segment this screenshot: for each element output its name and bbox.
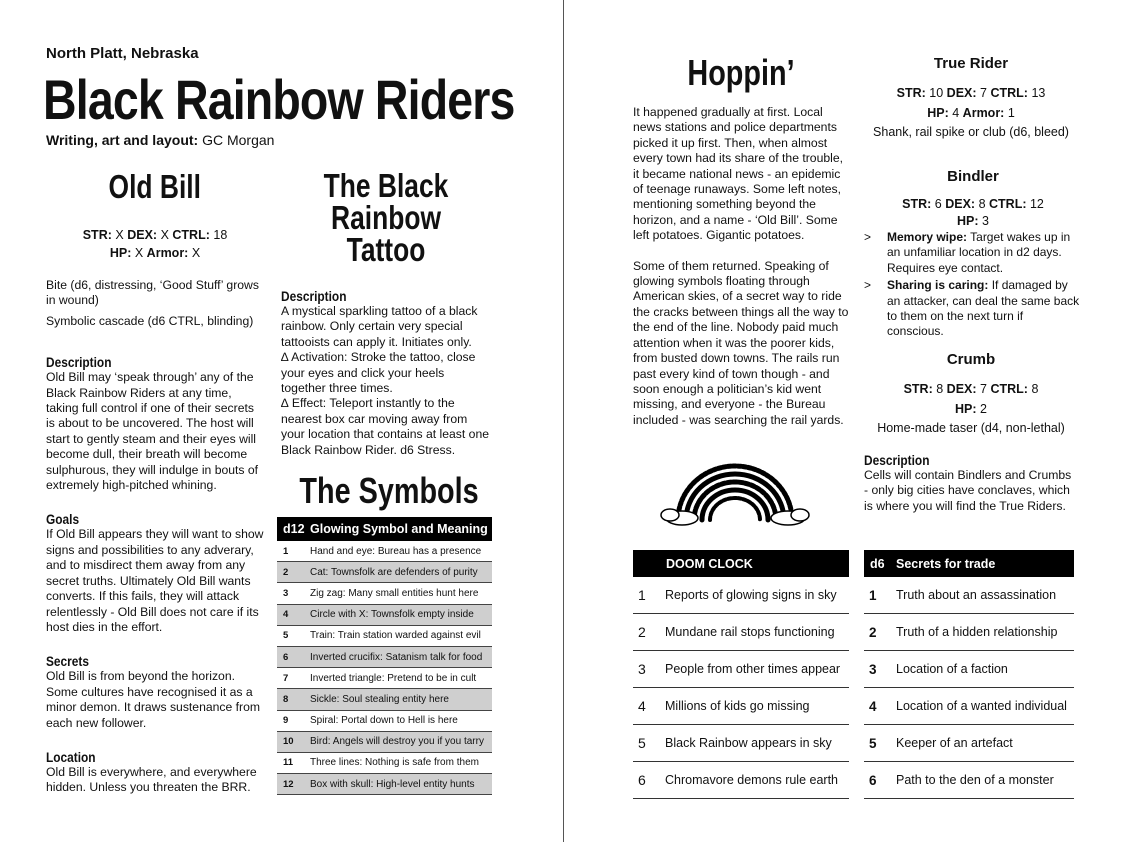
table-row [277,753,492,774]
ctrl-value: 12 [1029,197,1044,211]
row-text: Hand and eye: Bureau has a presence [310,545,482,557]
str-label: STR: [82,228,112,242]
secrets-col-die: d6 [870,556,885,571]
str-value: X [115,228,124,242]
tattoo-activation: ∆ Activation: Stroke the tattoo, close your eyes and click your heels together three times. [281,350,476,396]
dex-value: X [160,228,169,242]
ctrl-label: CTRL: [990,86,1028,100]
table-row [277,711,492,732]
row-text: Truth about an assassination [896,588,1057,602]
secrets-table-header [864,550,1074,577]
row-text: Millions of kids go missing [665,699,810,713]
row-number: 2 [638,624,646,640]
doom-clock-header [633,550,849,577]
secrets-table-heading: Secrets for trade [896,556,996,571]
row-number: 12 [283,778,294,790]
dex-label: DEX: [945,197,976,211]
armor-value: 1 [1007,106,1015,120]
row-number: 3 [283,587,289,599]
credit-value: GC Morgan [202,132,275,148]
hp-label: HP: [955,402,977,416]
row-number: 5 [638,735,646,751]
row-text: Spiral: Portal down to Hell is here [310,715,458,727]
symbols-table-header [277,517,492,541]
str-value: 8 [936,382,944,396]
hoppin-paragraph-2: Some of them returned. Speaking of glowing symbols floating through American skies, of a secret way to ride the cracks between things all the way to the end of the line. Nobody paid much attention when it was the poorer kids, from busted down towns. The rails run past every kind of town though - and soon enough a politician’s kid went missing, and everyone - the Bureau included - was searching the rail yards. [633,258,849,427]
table-row [277,647,492,668]
bindler-ability-1 [864,230,1082,276]
table-row [277,605,492,626]
old-bill-section [46,165,264,796]
secrets-for-trade-table [864,550,1074,799]
symbols-col-die: d12 [283,522,305,536]
table-row [277,541,492,562]
symbols-col-meaning: Glowing Symbol and Meaning [310,522,488,536]
row-text: Train: Train station warded against evil [310,630,481,642]
tattoo-heading-line-2: Rainbow [331,199,441,236]
hp-value: 2 [980,402,987,416]
hp-value: 4 [952,106,960,120]
row-number: 2 [283,566,289,578]
row-text: Location of a wanted individual [896,699,1067,713]
row-number: 7 [283,672,289,684]
credit-line [46,132,274,148]
old-bill-location: Old Bill is everywhere, and everywhere hidden. Unless you threaten the BRR. [46,764,257,795]
dex-value: 7 [980,382,987,396]
row-text: Cat: Townsfolk are defenders of purity [310,566,478,578]
bindler-stats [864,196,1082,230]
row-text: Mundane rail stops functioning [665,625,835,639]
table-row [277,583,492,604]
old-bill-goals: If Old Bill appears they will want to show signs and possibilities to any adverary, and to misdirect them away from any secret truths. Ultimately Old Bill wants converts. If this fails, they will attack relentlessly - Old Bill does not care if its host dies in the effort. [46,527,264,634]
ability-description: If damaged by an attacker, can deal the same back to them on the next turn if conscious. [887,278,1080,339]
row-number: 1 [283,545,289,557]
crumb-stat-line-1 [864,379,1078,399]
old-bill-secrets: Old Bill is from beyond the horizon. Some cultures have recognised it as a minor demon. It draws sustenance from each new follower. [46,669,261,730]
row-number: 1 [869,587,877,603]
dex-label: DEX: [946,86,977,100]
row-text: Circle with X: Townsfolk empty inside [310,609,474,621]
table-row [633,725,849,762]
ability-label: Sharing is caring: [887,278,989,293]
doom-clock-heading: DOOM CLOCK [666,556,753,571]
dex-label: DEX: [127,228,158,242]
row-number: 3 [638,661,646,677]
bindler-stat-line-1 [864,196,1082,213]
armor-label: Armor: [146,246,189,260]
credit-label: Writing, art and layout: [46,132,199,148]
table-row [277,668,492,689]
row-number: 5 [283,630,289,642]
old-bill-location-heading: Location [46,748,96,765]
crumb-description-heading: Description [864,452,930,468]
tattoo-description: A mystical sparkling tattoo of a black rainbow. Only certain very special tattooists can apply it. Initiates only. [281,304,478,349]
table-row [277,626,492,647]
table-row [633,762,849,799]
location-subtitle: North Platt, Nebraska [46,45,199,62]
row-number: 4 [869,698,877,714]
tattoo-heading-line-1: The Black [323,167,449,204]
true-rider-heading: True Rider [933,55,1009,72]
row-number: 6 [283,651,289,663]
row-text: Bird: Angels will destroy you if you tarry [310,736,484,748]
ability-text [887,278,1082,340]
ctrl-label: CTRL: [990,382,1028,396]
row-text: Black Rainbow appears in sky [665,736,832,750]
row-number: 11 [283,757,294,769]
str-value: 10 [929,86,944,100]
crumb-heading: Crumb [946,351,996,368]
true-rider-attack: Shank, rail spike or club (d6, bleed) [873,125,1069,139]
crumb-stats [864,379,1078,419]
str-label: STR: [902,197,932,211]
row-number: 2 [869,624,877,640]
row-text: Path to the den of a monster [896,773,1054,787]
row-text: Three lines: Nothing is safe from them [310,757,479,769]
table-row [864,762,1074,799]
row-text: Reports of glowing signs in sky [665,588,837,602]
row-number: 4 [283,609,289,621]
old-bill-stats [46,226,264,262]
old-bill-heading: Old Bill [108,168,202,205]
ability-text [887,230,1082,276]
symbols-table [277,517,492,795]
doom-clock-table [633,550,849,799]
str-value: 6 [934,197,942,211]
row-number: 9 [283,715,289,727]
row-text: Location of a faction [896,662,1008,676]
tattoo-heading-wrap [281,167,491,270]
ctrl-value: 8 [1031,382,1039,396]
crumb-attack: Home-made taser (d4, non-lethal) [877,421,1065,435]
document-title: Black Rainbow Riders [43,68,515,131]
crumb-section [864,351,1078,514]
old-bill-secrets-heading: Secrets [46,653,90,670]
symbols-heading-wrap [277,470,492,512]
bindler-heading: Bindler [947,168,999,185]
old-bill-goals-heading: Goals [46,511,80,528]
tattoo-heading [302,167,470,268]
hoppin-heading-wrap [633,52,849,94]
str-label: STR: [903,382,933,396]
table-row [864,651,1074,688]
row-text: Box with skull: High-level entity hunts [310,778,475,790]
true-rider-stats [864,83,1078,123]
table-row [864,614,1074,651]
table-row [633,577,849,614]
page-spine [563,0,564,842]
crumb-description: Cells will contain Bindlers and Crumbs - only big cities have conclaves, which is where you will find the True Riders. [864,468,1072,513]
hoppin-heading: Hoppin’ [687,52,795,93]
table-row [864,688,1074,725]
dex-value: 8 [978,197,986,211]
table-row [633,614,849,651]
table-row [633,651,849,688]
true-rider-stat-line-1 [864,83,1078,103]
bullet-marker: > [864,230,872,244]
true-rider-stat-line-2 [864,103,1078,123]
hp-label: HP: [957,214,979,228]
row-text: Keeper of an artefact [896,736,1013,750]
row-number: 8 [283,693,289,705]
row-text: Inverted triangle: Pretend to be in cult [310,672,477,684]
hp-value: 3 [982,214,989,228]
old-bill-attack-2: Symbolic cascade (d6 CTRL, blinding) [46,313,254,328]
row-number: 1 [638,587,646,603]
hp-label: HP: [927,106,949,120]
bindler-ability-2 [864,278,1082,340]
ctrl-label: CTRL: [172,228,210,242]
row-number: 6 [869,772,877,788]
table-row [864,577,1074,614]
hp-value: X [134,246,144,260]
row-text: Zig zag: Many small entities hunt here [310,587,479,599]
table-row [633,688,849,725]
tattoo-heading-line-3: Tattoo [346,231,426,268]
ability-label: Memory wipe: [887,230,968,244]
armor-value: X [191,246,201,260]
table-row [277,562,492,583]
row-number: 6 [638,772,646,788]
old-bill-description-heading: Description [46,354,112,371]
row-text: Truth of a hidden relationship [896,625,1058,639]
hoppin-paragraph-1: It happened gradually at first. Local news stations and police departments picked it up first. Then, when almost every town had its share of the trouble, it became national news - an epidemic of teenage runaways. Some left notes, mentioning something beyond the horizon, and a name - ‘Old Bill’. Some left potatoes. Gigantic potatoes. [633,105,844,243]
old-bill-heading-wrap [46,165,264,211]
ability-description: Target wakes up in an unfamiliar location in d2 days. Requires eye contact. [887,230,1071,275]
row-text: Sickle: Soul stealing entity here [310,693,449,705]
hp-label: HP: [109,246,132,260]
row-text: Inverted crucifix: Satanism talk for food [310,651,483,663]
symbols-heading: The Symbols [299,470,479,511]
tattoo-description-heading: Description [281,288,347,304]
row-text: People from other times appear [665,662,841,676]
str-label: STR: [896,86,926,100]
row-number: 3 [869,661,877,677]
table-row [864,725,1074,762]
dex-value: 7 [980,86,987,100]
ctrl-label: CTRL: [989,197,1027,211]
bindler-section [864,168,1082,340]
table-row [277,689,492,710]
old-bill-attack-1: Bite (d6, distressing, ‘Good Stuff’ grows in wound) [46,278,259,308]
true-rider-section [864,55,1078,139]
table-row [277,774,492,795]
old-bill-description: Old Bill may ‘speak through’ any of the Black Rainbow Riders at any time, taking full control if one of their secrets is about to be uncovered. The host will start to gently steam and their eyes will become dull, their breath will become sulphurous, they will indulge in bouts of extremely high-pitched whining. [46,370,259,493]
dex-label: DEX: [946,382,977,396]
table-row [277,732,492,753]
bindler-stat-line-2 [864,213,1082,230]
tattoo-section [281,167,491,458]
bullet-marker: > [864,278,872,293]
ctrl-value: 18 [213,228,228,242]
row-number: 10 [283,736,294,748]
old-bill-stat-line-1 [46,226,264,244]
row-number: 4 [638,698,646,714]
armor-label: Armor: [962,106,1005,120]
row-text: Chromavore demons rule earth [665,773,838,787]
old-bill-stat-line-2 [46,244,264,262]
ctrl-value: 13 [1031,86,1046,100]
crumb-stat-line-2 [864,399,1078,419]
row-number: 5 [869,735,877,751]
hoppin-text [633,105,851,428]
tattoo-effect: ∆ Effect: Teleport instantly to the nearest box car moving away from your location that contains at least one Black Rainbow Rider. d6 Stress. [281,396,489,457]
black-rainbow-illustration [660,458,810,530]
